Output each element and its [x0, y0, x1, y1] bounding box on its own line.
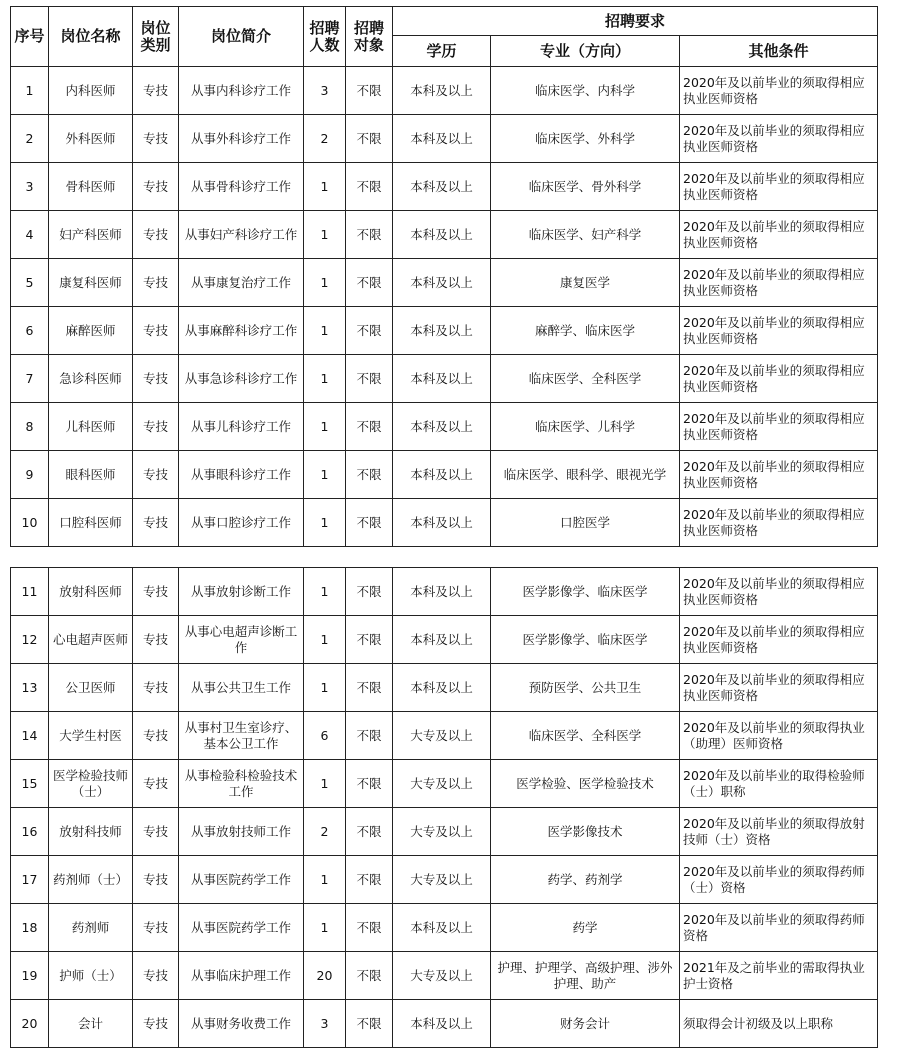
cell-count: 1: [304, 616, 346, 664]
cell-name: 妇产科医师: [49, 211, 133, 259]
cell-intro: 从事检验科检验技术工作: [179, 760, 304, 808]
cell-category: 专技: [133, 808, 179, 856]
cell-seq: 5: [11, 259, 49, 307]
cell-education: 本科及以上: [393, 355, 491, 403]
cell-education: 本科及以上: [393, 568, 491, 616]
table-row: [11, 355, 878, 403]
cell-intro: 从事临床护理工作: [179, 952, 304, 1000]
cell-seq: 14: [11, 712, 49, 760]
cell-intro: 从事医院药学工作: [179, 856, 304, 904]
cell-count: 1: [304, 904, 346, 952]
cell-seq: 17: [11, 856, 49, 904]
table-row: [11, 259, 878, 307]
cell-education: 本科及以上: [393, 499, 491, 547]
cell-intro: 从事财务收费工作: [179, 1000, 304, 1048]
cell-name: 眼科医师: [49, 451, 133, 499]
cell-count: 2: [304, 115, 346, 163]
cell-category: 专技: [133, 664, 179, 712]
cell-category: 专技: [133, 403, 179, 451]
header-requirements: 招聘要求: [393, 7, 878, 36]
cell-major: 临床医学、骨外科学: [491, 163, 680, 211]
cell-name: 麻醉医师: [49, 307, 133, 355]
cell-intro: 从事康复治疗工作: [179, 259, 304, 307]
cell-category: 专技: [133, 451, 179, 499]
cell-education: 大专及以上: [393, 952, 491, 1000]
cell-major: 医学影像技术: [491, 808, 680, 856]
cell-intro: 从事公共卫生工作: [179, 664, 304, 712]
cell-intro: 从事医院药学工作: [179, 904, 304, 952]
cell-count: 1: [304, 760, 346, 808]
cell-seq: 13: [11, 664, 49, 712]
cell-count: 3: [304, 67, 346, 115]
cell-seq: 12: [11, 616, 49, 664]
cell-seq: 3: [11, 163, 49, 211]
cell-intro: 从事外科诊疗工作: [179, 115, 304, 163]
cell-name: 医学检验技师（士）: [49, 760, 133, 808]
cell-intro: 从事放射诊断工作: [179, 568, 304, 616]
cell-target: 不限: [346, 856, 393, 904]
cell-education: 本科及以上: [393, 115, 491, 163]
cell-education: 本科及以上: [393, 904, 491, 952]
cell-count: 1: [304, 307, 346, 355]
cell-count: 1: [304, 355, 346, 403]
cell-category: 专技: [133, 1000, 179, 1048]
cell-seq: 18: [11, 904, 49, 952]
cell-category: 专技: [133, 499, 179, 547]
cell-count: 1: [304, 259, 346, 307]
cell-category: 专技: [133, 211, 179, 259]
cell-other: 2020年及以前毕业的须取得相应执业医师资格: [680, 115, 878, 163]
cell-intro: 从事眼科诊疗工作: [179, 451, 304, 499]
cell-category: 专技: [133, 115, 179, 163]
cell-count: 1: [304, 568, 346, 616]
cell-seq: 4: [11, 211, 49, 259]
cell-education: 大专及以上: [393, 712, 491, 760]
header-count: 招聘 人数: [304, 7, 346, 67]
cell-seq: 9: [11, 451, 49, 499]
cell-other: 2020年及以前毕业的须取得相应执业医师资格: [680, 664, 878, 712]
cell-major: 医学影像学、临床医学: [491, 616, 680, 664]
cell-count: 1: [304, 856, 346, 904]
cell-seq: 2: [11, 115, 49, 163]
cell-count: 6: [304, 712, 346, 760]
cell-target: 不限: [346, 568, 393, 616]
cell-name: 康复科医师: [49, 259, 133, 307]
cell-intro: 从事骨科诊疗工作: [179, 163, 304, 211]
cell-name: 公卫医师: [49, 664, 133, 712]
cell-target: 不限: [346, 259, 393, 307]
cell-major: 药学: [491, 904, 680, 952]
cell-target: 不限: [346, 664, 393, 712]
cell-target: 不限: [346, 808, 393, 856]
cell-other: 2020年及以前毕业的取得检验师（士）职称: [680, 760, 878, 808]
table-row: [11, 904, 878, 952]
cell-other: 2020年及以前毕业的须取得药师资格: [680, 904, 878, 952]
cell-target: 不限: [346, 67, 393, 115]
cell-education: 大专及以上: [393, 760, 491, 808]
cell-major: 麻醉学、临床医学: [491, 307, 680, 355]
cell-major: 口腔医学: [491, 499, 680, 547]
cell-target: 不限: [346, 499, 393, 547]
cell-category: 专技: [133, 904, 179, 952]
cell-name: 放射科医师: [49, 568, 133, 616]
cell-target: 不限: [346, 760, 393, 808]
table-row: [11, 616, 878, 664]
cell-seq: 19: [11, 952, 49, 1000]
cell-target: 不限: [346, 115, 393, 163]
table-row: [11, 712, 878, 760]
cell-target: 不限: [346, 307, 393, 355]
header-category: 岗位 类别: [133, 7, 179, 67]
table-row: [11, 307, 878, 355]
cell-name: 骨科医师: [49, 163, 133, 211]
cell-category: 专技: [133, 760, 179, 808]
cell-target: 不限: [346, 712, 393, 760]
cell-education: 本科及以上: [393, 307, 491, 355]
cell-education: 本科及以上: [393, 1000, 491, 1048]
cell-other: 2020年及以前毕业的须取得相应执业医师资格: [680, 163, 878, 211]
cell-name: 放射科技师: [49, 808, 133, 856]
cell-count: 1: [304, 163, 346, 211]
cell-education: 本科及以上: [393, 451, 491, 499]
cell-education: 大专及以上: [393, 808, 491, 856]
cell-major: 康复医学: [491, 259, 680, 307]
cell-seq: 1: [11, 67, 49, 115]
cell-seq: 6: [11, 307, 49, 355]
cell-other: 2020年及以前毕业的须取得相应执业医师资格: [680, 499, 878, 547]
cell-other: 2020年及以前毕业的须取得执业（助理）医师资格: [680, 712, 878, 760]
cell-major: 临床医学、眼科学、眼视光学: [491, 451, 680, 499]
cell-count: 2: [304, 808, 346, 856]
cell-seq: 8: [11, 403, 49, 451]
cell-education: 本科及以上: [393, 616, 491, 664]
page-break-gap: [0, 550, 899, 567]
cell-count: 20: [304, 952, 346, 1000]
cell-name: 会计: [49, 1000, 133, 1048]
cell-major: 财务会计: [491, 1000, 680, 1048]
cell-seq: 7: [11, 355, 49, 403]
header-target: 招聘 对象: [346, 7, 393, 67]
table-row: [11, 856, 878, 904]
table-row: [11, 115, 878, 163]
cell-major: 医学检验、医学检验技术: [491, 760, 680, 808]
cell-name: 药剂师（士）: [49, 856, 133, 904]
cell-category: 专技: [133, 712, 179, 760]
cell-category: 专技: [133, 616, 179, 664]
cell-intro: 从事心电超声诊断工作: [179, 616, 304, 664]
recruitment-table-part-1: [10, 6, 878, 547]
cell-seq: 11: [11, 568, 49, 616]
cell-major: 临床医学、全科医学: [491, 712, 680, 760]
recruitment-table-part-2: [10, 567, 878, 1048]
header-seq: 序号: [11, 7, 49, 67]
cell-seq: 10: [11, 499, 49, 547]
cell-count: 1: [304, 451, 346, 499]
cell-target: 不限: [346, 451, 393, 499]
cell-other: 2020年及以前毕业的须取得相应执业医师资格: [680, 568, 878, 616]
cell-count: 3: [304, 1000, 346, 1048]
cell-name: 大学生村医: [49, 712, 133, 760]
header-other: 其他条件: [680, 36, 878, 67]
cell-intro: 从事麻醉科诊疗工作: [179, 307, 304, 355]
cell-category: 专技: [133, 856, 179, 904]
table-row: [11, 499, 878, 547]
cell-target: 不限: [346, 403, 393, 451]
cell-other: 2021年及之前毕业的需取得执业护士资格: [680, 952, 878, 1000]
cell-intro: 从事口腔诊疗工作: [179, 499, 304, 547]
cell-education: 本科及以上: [393, 403, 491, 451]
table-row: [11, 568, 878, 616]
header-intro: 岗位简介: [179, 7, 304, 67]
cell-education: 大专及以上: [393, 856, 491, 904]
cell-count: 1: [304, 499, 346, 547]
cell-seq: 20: [11, 1000, 49, 1048]
cell-other: 2020年及以前毕业的须取得相应执业医师资格: [680, 451, 878, 499]
header-education: 学历: [393, 36, 491, 67]
cell-other: 2020年及以前毕业的须取得相应执业医师资格: [680, 355, 878, 403]
cell-name: 急诊科医师: [49, 355, 133, 403]
cell-other: 2020年及以前毕业的须取得相应执业医师资格: [680, 403, 878, 451]
cell-target: 不限: [346, 904, 393, 952]
cell-education: 本科及以上: [393, 664, 491, 712]
cell-category: 专技: [133, 307, 179, 355]
cell-major: 临床医学、妇产科学: [491, 211, 680, 259]
cell-category: 专技: [133, 163, 179, 211]
cell-name: 内科医师: [49, 67, 133, 115]
table-row: [11, 451, 878, 499]
table-row: [11, 163, 878, 211]
cell-other: 2020年及以前毕业的须取得药师（士）资格: [680, 856, 878, 904]
cell-intro: 从事儿科诊疗工作: [179, 403, 304, 451]
cell-major: 医学影像学、临床医学: [491, 568, 680, 616]
cell-name: 儿科医师: [49, 403, 133, 451]
header-name: 岗位名称: [49, 7, 133, 67]
cell-seq: 15: [11, 760, 49, 808]
table-row: [11, 211, 878, 259]
cell-education: 本科及以上: [393, 67, 491, 115]
cell-name: 心电超声医师: [49, 616, 133, 664]
cell-intro: 从事放射技师工作: [179, 808, 304, 856]
cell-category: 专技: [133, 568, 179, 616]
cell-target: 不限: [346, 355, 393, 403]
cell-target: 不限: [346, 1000, 393, 1048]
cell-major: 临床医学、内科学: [491, 67, 680, 115]
cell-intro: 从事急诊科诊疗工作: [179, 355, 304, 403]
cell-category: 专技: [133, 67, 179, 115]
cell-category: 专技: [133, 259, 179, 307]
table-row: [11, 760, 878, 808]
cell-name: 口腔科医师: [49, 499, 133, 547]
cell-education: 本科及以上: [393, 259, 491, 307]
cell-target: 不限: [346, 163, 393, 211]
cell-education: 本科及以上: [393, 211, 491, 259]
cell-name: 护师（士）: [49, 952, 133, 1000]
cell-target: 不限: [346, 211, 393, 259]
cell-education: 本科及以上: [393, 163, 491, 211]
cell-intro: 从事妇产科诊疗工作: [179, 211, 304, 259]
table-row: [11, 403, 878, 451]
cell-count: 1: [304, 211, 346, 259]
cell-major: 预防医学、公共卫生: [491, 664, 680, 712]
cell-other: 2020年及以前毕业的须取得放射技师（士）资格: [680, 808, 878, 856]
cell-other: 2020年及以前毕业的须取得相应执业医师资格: [680, 259, 878, 307]
cell-other: 须取得会计初级及以上职称: [680, 1000, 878, 1048]
cell-intro: 从事内科诊疗工作: [179, 67, 304, 115]
cell-major: 药学、药剂学: [491, 856, 680, 904]
cell-target: 不限: [346, 952, 393, 1000]
cell-name: 药剂师: [49, 904, 133, 952]
cell-category: 专技: [133, 952, 179, 1000]
cell-other: 2020年及以前毕业的须取得相应执业医师资格: [680, 616, 878, 664]
cell-seq: 16: [11, 808, 49, 856]
cell-major: 临床医学、全科医学: [491, 355, 680, 403]
cell-major: 临床医学、儿科学: [491, 403, 680, 451]
header-major: 专业（方向）: [491, 36, 680, 67]
table-row: [11, 808, 878, 856]
cell-other: 2020年及以前毕业的须取得相应执业医师资格: [680, 67, 878, 115]
cell-count: 1: [304, 403, 346, 451]
cell-other: 2020年及以前毕业的须取得相应执业医师资格: [680, 211, 878, 259]
cell-target: 不限: [346, 616, 393, 664]
cell-intro: 从事村卫生室诊疗、基本公卫工作: [179, 712, 304, 760]
cell-count: 1: [304, 664, 346, 712]
cell-name: 外科医师: [49, 115, 133, 163]
cell-category: 专技: [133, 355, 179, 403]
table-row: [11, 67, 878, 115]
table-row: [11, 1000, 878, 1048]
table-row: [11, 664, 878, 712]
cell-major: 护理、护理学、高级护理、涉外护理、助产: [491, 952, 680, 1000]
cell-major: 临床医学、外科学: [491, 115, 680, 163]
cell-other: 2020年及以前毕业的须取得相应执业医师资格: [680, 307, 878, 355]
table-row: [11, 952, 878, 1000]
